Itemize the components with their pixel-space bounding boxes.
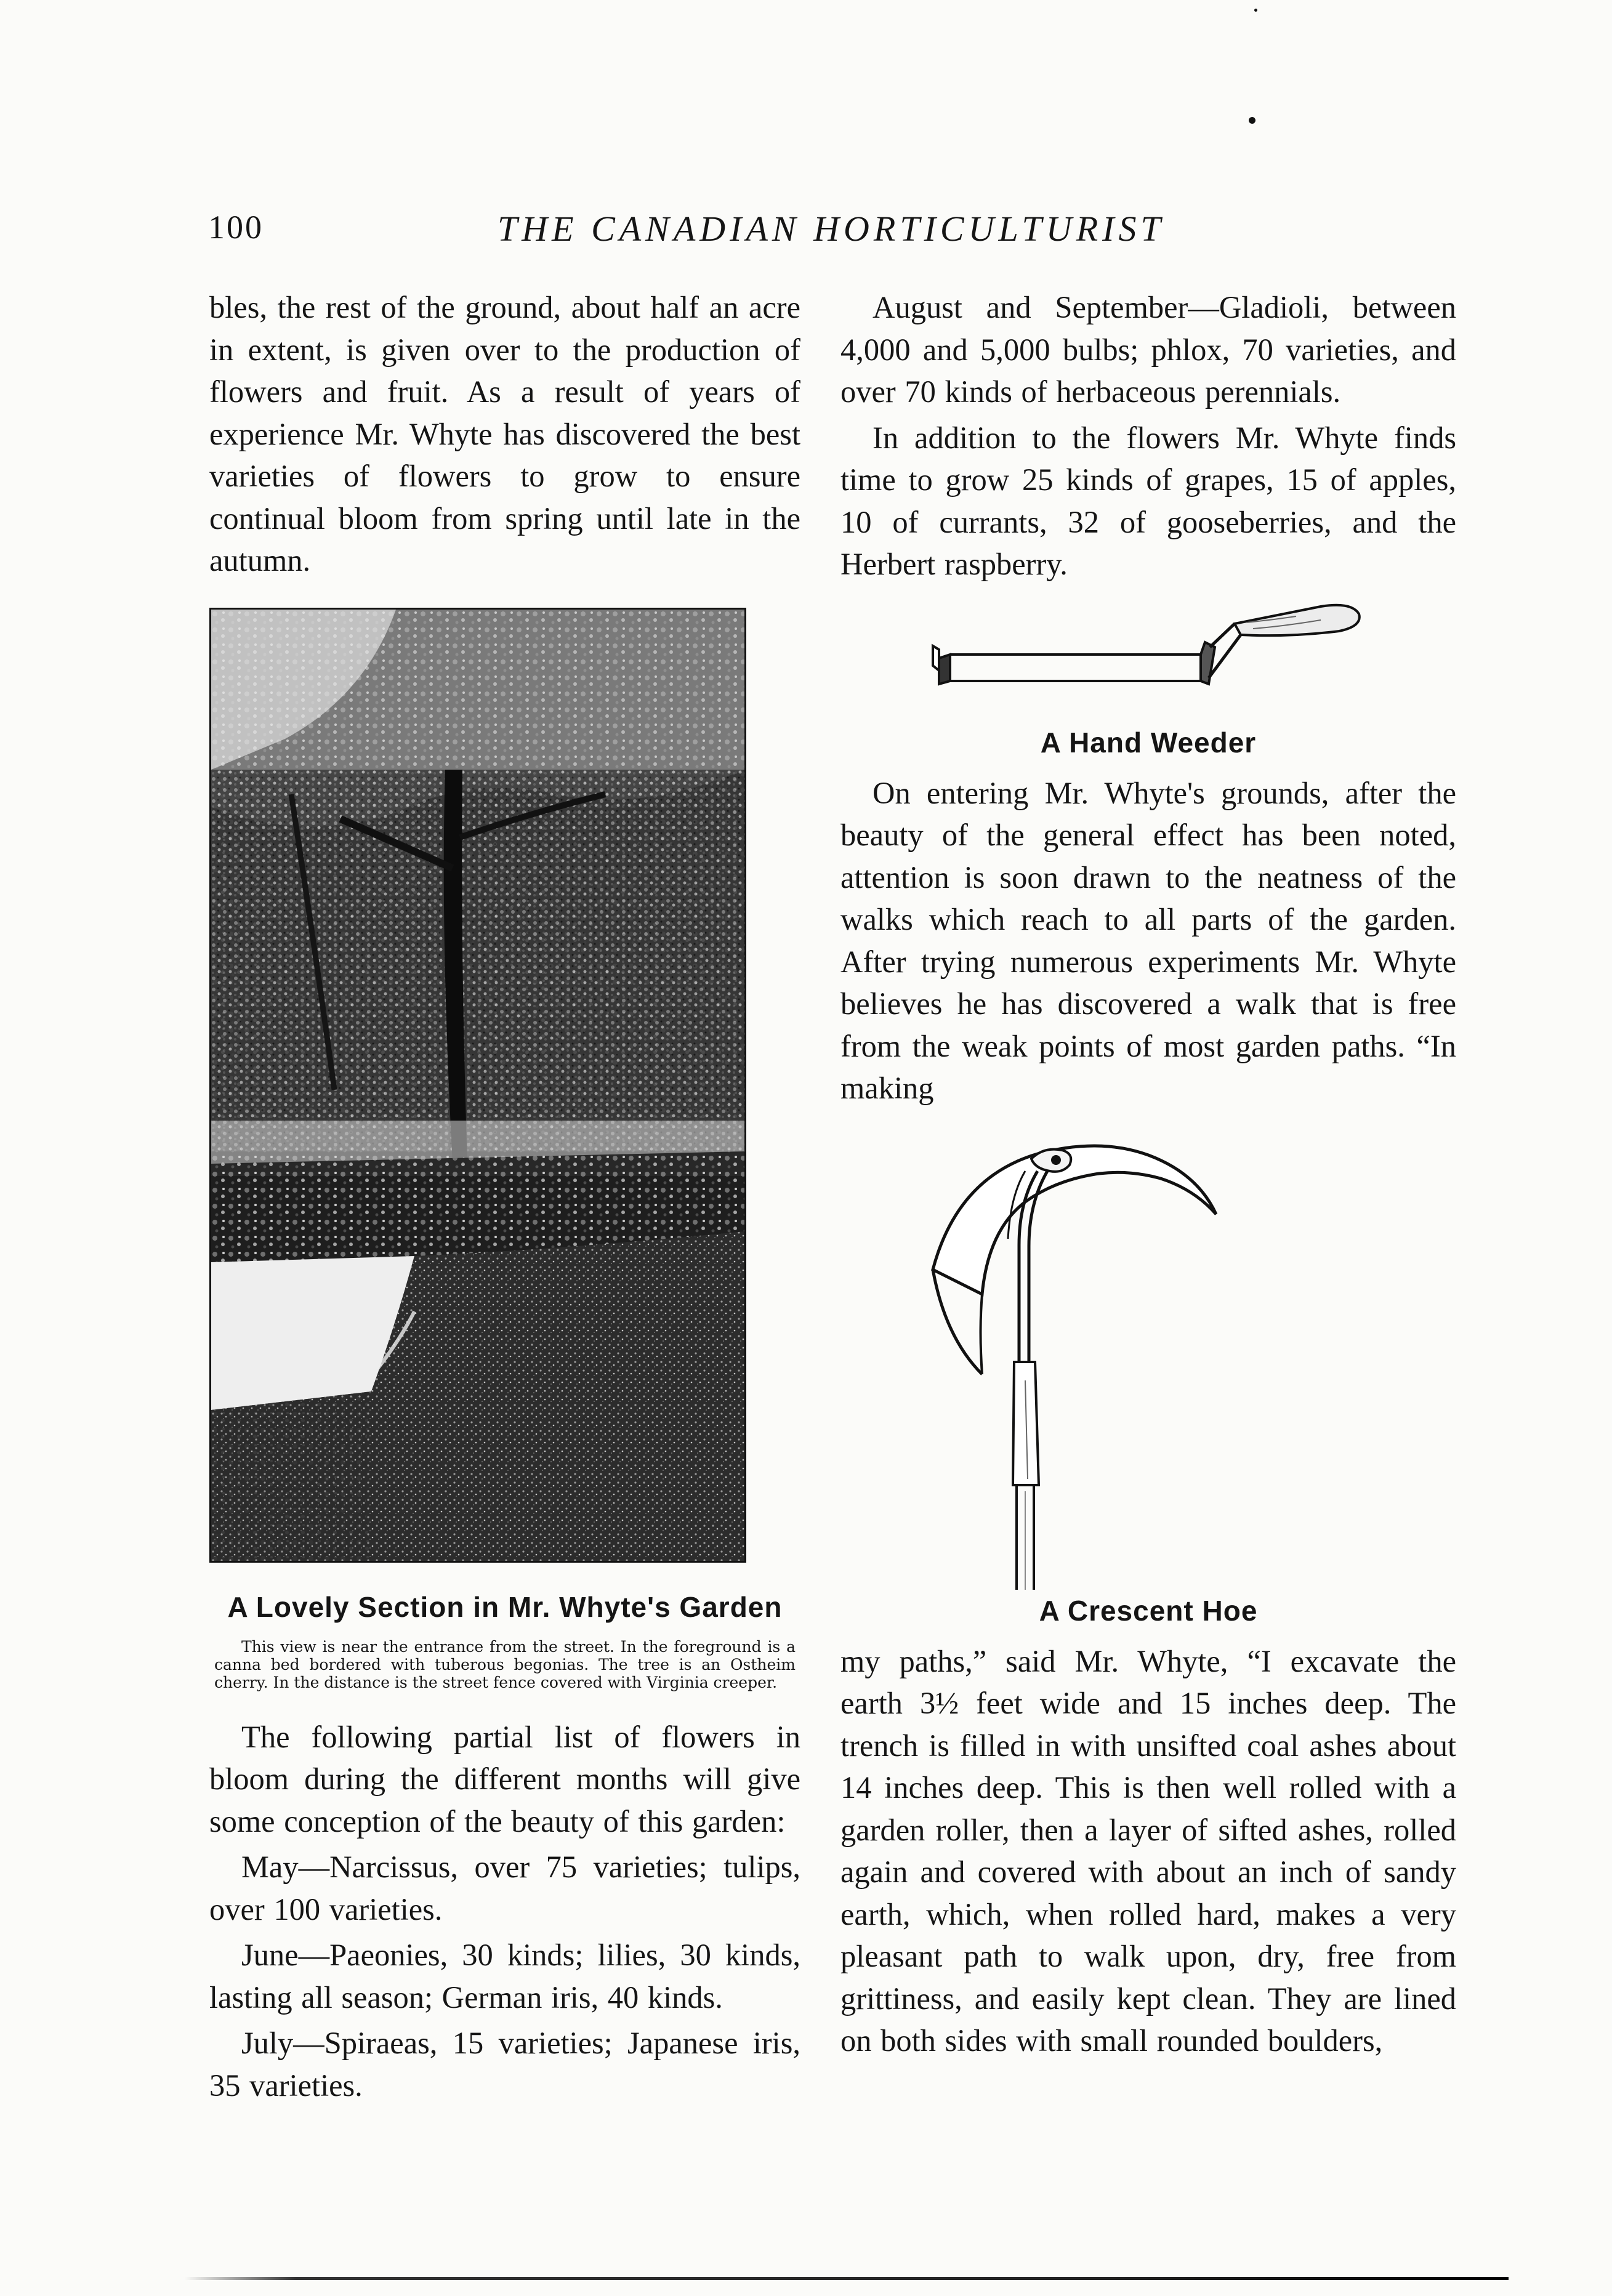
hand-weeder-caption: A Hand Weeder	[1040, 726, 1257, 759]
crescent-hoe-illustration	[840, 1110, 1456, 1590]
walks-paragraph: On entering Mr. Whyte's grounds, after the beauty of the general effect has been noted, attention is soon drawn to the neatness of the walks which reach to all parts of the garden. After trying numerous experiments Mr. Whyte believes he has discovered a walk that is free from the weak points of most garden paths. “In making	[840, 775, 1456, 1105]
month-july: July—Spiraeas, 15 varieties; Japanese iris, 35 varieties.	[209, 2026, 800, 2103]
page-number: 100	[208, 209, 264, 246]
garden-photo-illustration	[211, 610, 744, 1561]
right-column	[840, 286, 1456, 2062]
list-intro-paragraph: The following partial list of flowers in bloom during the different months will give some conception of the beauty of this garden:	[209, 1719, 800, 1839]
crescent-hoe-figure	[840, 1110, 1456, 1629]
ink-speck	[1254, 9, 1257, 12]
garden-photo-title: A Lovely Section in Mr. Whyte's Garden	[227, 1590, 783, 1623]
garden-photograph	[209, 608, 746, 1563]
august-september-paragraph: August and September—Gladioli, between 4,000 and 5,000 bulbs; phlox, 70 varieties, and over 70 kinds of herbaceous perennials.	[840, 290, 1456, 409]
garden-photo-figure	[209, 608, 800, 1691]
intro-paragraph: bles, the rest of the ground, about half an acre in extent, is given over to the production of flowers and fruit. As a result of years of experience Mr. Whyte has discovered the best varieties of flowers to grow to ensure continual bloom from spring until late in the autumn.	[209, 290, 800, 578]
hand-weeder-figure	[840, 586, 1456, 761]
bottom-rule	[185, 2277, 1509, 2280]
journal-title: THE CANADIAN HORTICULTURIST	[498, 209, 1165, 249]
left-column	[209, 286, 800, 2106]
running-head	[208, 208, 1427, 257]
crescent-hoe-caption: A Crescent Hoe	[1039, 1594, 1258, 1627]
hand-weeder-illustration	[840, 586, 1456, 718]
paths-paragraph: my paths,” said Mr. Whyte, “I excavate the earth 3½ feet wide and 15 inches deep. The trench is filled in with unsifted coal ashes about 14 inches deep. This is then well rolled with a garden roller, then a layer of sifted ashes, rolled again and covered with about an inch of sandy earth, which, when rolled hard, makes a very pleasant path to walk upon, dry, free from grittiness, and easily kept clean. They are lined on both sides with small rounded boulders,	[840, 1643, 1456, 2058]
month-may: May—Narcissus, over 75 varieties; tulips, over 100 varieties.	[209, 1850, 800, 1927]
month-june: June—Paeonies, 30 kinds; lilies, 30 kinds, lasting all season; German iris, 40 kinds.	[209, 1938, 800, 2015]
fruit-paragraph: In addition to the flowers Mr. Whyte finds time to grow 25 kinds of grapes, 15 of apples, 10 of currants, 32 of gooseberries, and the Herbert raspberry.	[840, 420, 1456, 581]
garden-photo-note: This view is near the entrance from the street. In the foreground is a canna bed bordered with tuberous begonias. The tree is an Ostheim cherry. In the distance is the street fence covered with Virginia creeper.	[214, 1637, 796, 1691]
ink-speck	[1249, 117, 1255, 124]
